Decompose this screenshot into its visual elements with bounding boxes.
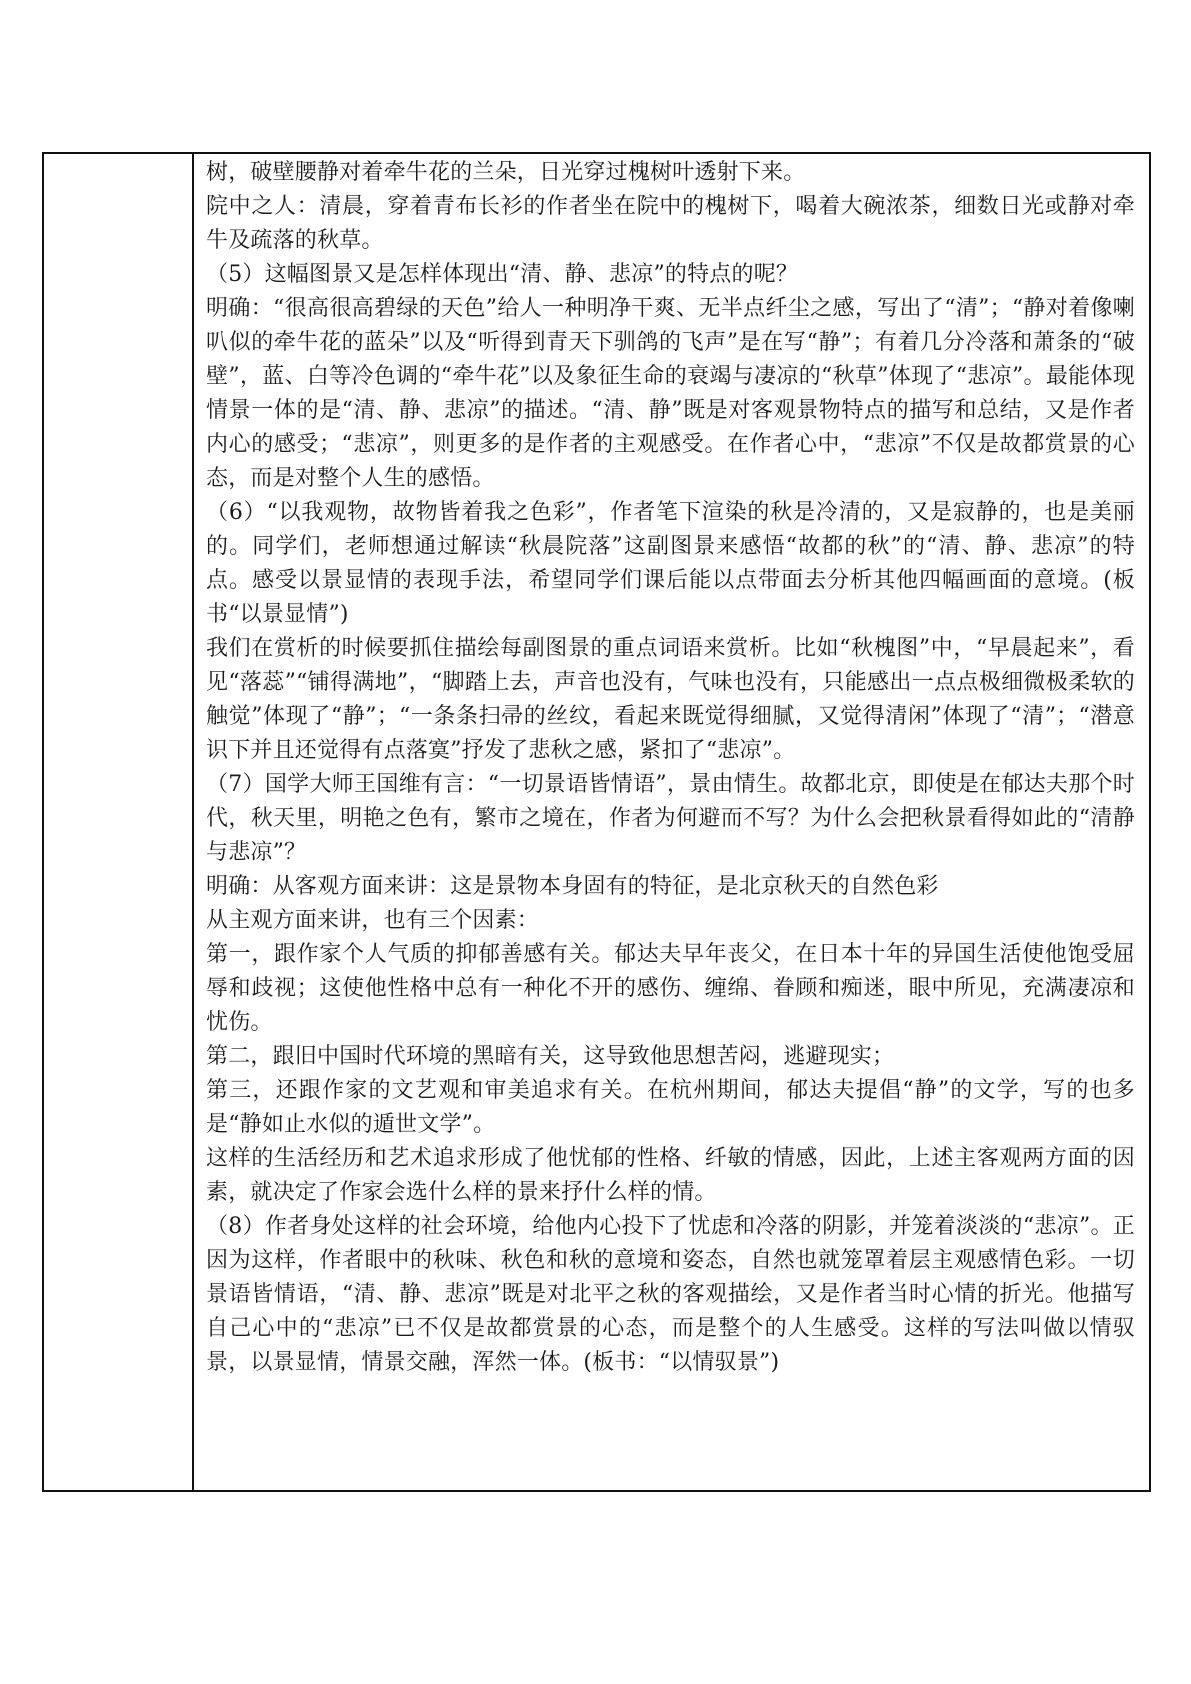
paragraph: 从主观方面来讲，也有三个因素：	[206, 908, 540, 933]
paragraph: 树，破壁腰静对着牵牛花的兰朵，日光穿过槐树叶透射下来。	[206, 160, 806, 185]
paragraph: 第三，还跟作家的文艺观和审美追求有关。在杭州期间，郁达夫提倡“静”的文学，写的也多是“静如止水似的遁世文学”。	[206, 1078, 1135, 1137]
paragraph: （5）这幅图景又是怎样体现出“清、静、悲凉”的特点的呢？	[206, 262, 799, 287]
table-left-column	[44, 154, 194, 1490]
lesson-content	[206, 156, 1135, 1380]
lesson-table	[42, 152, 1151, 1492]
paragraph: 明确：从客观方面来讲：这是景物本身固有的特征，是北京秋天的自然色彩	[206, 874, 939, 899]
paragraph: 明确：“很高很高碧绿的天色”给人一种明净干爽、无半点纤尘之感，写出了“清”；“静对着像喇叭似的牵牛花的蓝朵”以及“听得到青天下驯鸽的飞声”是在写“静”；有着几分冷落和萧条的“破壁”，蓝、白等冷色调的“牵牛花”以及象征生命的衰竭与凄凉的“秋草”体现了“悲凉”。最能体现情景一体的是“清、静、悲凉”的描述。“清、静”既是对客观景物特点的描写和总结，又是作者内心的感受；“悲凉”，则更多的是作者的主观感受。在作者心中，“悲凉”不仅是故都赏景的心态，而是对整个人生的感悟。	[206, 296, 1135, 491]
paragraph: （6）“以我观物，故物皆着我之色彩”，作者笔下渲染的秋是冷清的，又是寂静的，也是美丽的。同学们，老师想通过解读“秋晨院落”这副图景来感悟“故都的秋”的“清、静、悲凉”的特点。感受以景显情的表现手法，希望同学们课后能以点带面去分析其他四幅画面的意境。(板书“以景显情”)	[206, 500, 1135, 627]
paragraph: 第二，跟旧中国时代环境的黑暗有关，这导致他思想苦闷，逃避现实；	[206, 1044, 895, 1069]
paragraph: 这样的生活经历和艺术追求形成了他忧郁的性格、纤敏的情感，因此，上述主客观两方面的因素，就决定了作家会选什么样的景来抒什么样的情。	[206, 1146, 1135, 1205]
paragraph: （8）作者身处这样的社会环境，给他内心投下了忧虑和冷落的阴影，并笼着淡淡的“悲凉”。正因为这样，作者眼中的秋味、秋色和秋的意境和姿态，自然也就笼罩着层主观感情色彩。一切景语皆情语，“清、静、悲凉”既是对北平之秋的客观描绘，又是作者当时心情的折光。他描写自己心中的“悲凉”已不仅是故都赏景的心态，而是整个的人生感受。这样的写法叫做以情驭景，以景显情，情景交融，浑然一体。(板书：“以情驭景”)	[206, 1214, 1135, 1375]
paragraph: 我们在赏析的时候要抓住描绘每副图景的重点词语来赏析。比如“秋槐图”中，“早晨起来”，看见“落蕊”“铺得满地”，“脚踏上去，声音也没有，气味也没有，只能感出一点点极细微极柔软的触觉”体现了“静”；“一条条扫帚的丝纹，看起来既觉得细腻，又觉得清闲”体现了“清”；“潜意识下并且还觉得有点落寞”抒发了悲秋之感，紧扣了“悲凉”。	[206, 636, 1135, 763]
paragraph: （7）国学大师王国维有言：“一切景语皆情语”，景由情生。故都北京，即使是在郁达夫那个时代，秋天里，明艳之色有，繁市之境在，作者为何避而不写？为什么会把秋景看得如此的“清静与悲凉”？	[206, 772, 1135, 865]
paragraph: 院中之人：清晨，穿着青布长衫的作者坐在院中的槐树下，喝着大碗浓茶，细数日光或静对牵牛及疏落的秋草。	[206, 194, 1135, 253]
table-content-cell	[194, 154, 1149, 1490]
paragraph: 第一，跟作家个人气质的抑郁善感有关。郁达夫早年丧父，在日本十年的异国生活使他饱受屈辱和歧视；这使他性格中总有一种化不开的感伤、缠绵、眷顾和痴迷，眼中所见，充满凄凉和忧伤。	[206, 942, 1135, 1035]
